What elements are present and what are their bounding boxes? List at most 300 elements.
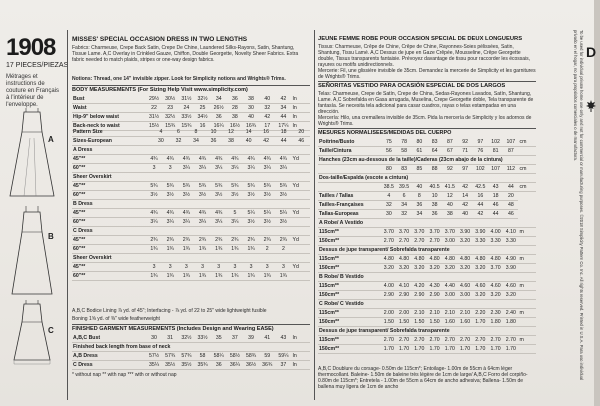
cell-value: 3 — [162, 164, 178, 173]
cell-value: 36 — [211, 113, 227, 122]
cell-value: cm — [518, 183, 536, 192]
row-label: Hip-9" below waist — [72, 113, 146, 122]
cell-value — [291, 245, 310, 254]
table-row — [318, 147, 536, 156]
cell-value: Yd — [291, 182, 310, 191]
table-row — [72, 352, 310, 361]
cell-value: 33½ — [194, 334, 210, 343]
footnote-text: * without nap ** with nap *** with or without nap — [72, 372, 177, 378]
cell-value: 1¾ — [243, 272, 259, 281]
cell-value: 32½ — [194, 95, 210, 104]
cell-value: 58¼ — [211, 352, 227, 361]
cell-value — [518, 147, 536, 156]
cell-value: 5¾ — [178, 182, 194, 191]
piece-count: 17 PIECES/PIEZAS — [6, 62, 69, 69]
row-label: C Robe/ C Vestido — [318, 300, 536, 309]
cell-value: 4.60 — [457, 282, 472, 291]
cell-value: 1.70 — [473, 345, 488, 354]
cell-value: Yd — [291, 236, 310, 245]
cell-value: 1¾ — [243, 245, 259, 254]
cell-value: 107 — [503, 138, 518, 147]
cell-value: 3.00 — [442, 291, 457, 300]
boning-text: Boning 1⅝ yd. of ⅜" wide featherweight — [72, 316, 160, 322]
cell-value: 46 — [488, 201, 503, 210]
row-label: Finished back length from base of neck — [72, 343, 310, 352]
cell-value: 3.70 — [412, 228, 427, 237]
cell-value: 71 — [457, 147, 472, 156]
cell-value: 42 — [257, 137, 275, 146]
cell-value: 2.30 — [488, 309, 503, 318]
cell-value: 4¾ — [146, 155, 162, 164]
cell-value: 30 — [381, 210, 396, 219]
row-label: Pattern Size — [72, 128, 152, 137]
cell-value: 4¾ — [146, 209, 162, 218]
cell-value: 4.00 — [381, 282, 396, 291]
row-label: 150cm** — [318, 291, 381, 300]
cell-value: 3 — [227, 263, 243, 272]
cell-value: 31½ — [178, 95, 194, 104]
cell-value: 4.40 — [442, 282, 457, 291]
cell-value: 67 — [442, 147, 457, 156]
table-row — [72, 191, 310, 200]
cell-value: 3¼ — [275, 164, 291, 173]
cell-value: 42.5 — [473, 183, 488, 192]
cell-value: 3¼ — [146, 218, 162, 227]
fabrics-text: Fabrics: Charmeuse, Crepe Back Satin, Crepe De Chine, Laundered Silks-Rayons, Satin, Shantung, Tissue Lame. A,C Overlay in Crinkled Gauze, Chiffon, Double Georgette, Novelty Sheer Fabrics. Extra fabric needed to match plaids, stripes or one-way design fabrics. — [72, 45, 299, 63]
cell-value: 57¾ — [162, 352, 178, 361]
column-divider-left — [67, 30, 68, 400]
cell-value: 64 — [427, 147, 442, 156]
row-label: 45"** — [72, 263, 146, 272]
cell-value: 22 — [146, 104, 162, 113]
cell-value: 8 — [187, 128, 205, 137]
section-row — [72, 146, 310, 155]
cell-value: 1¾ — [194, 272, 210, 281]
cell-value: 2 — [275, 245, 291, 254]
cell-value: 1¾ — [227, 272, 243, 281]
table-row — [318, 138, 536, 147]
cell-value: 58 — [396, 147, 411, 156]
cell-value: 87 — [442, 138, 457, 147]
body-measurements-table — [72, 95, 310, 131]
cell-value: m — [518, 336, 536, 345]
cell-value: 31 — [162, 334, 178, 343]
cell-value: 3 — [194, 263, 210, 272]
cell-value: 4¾ — [243, 155, 259, 164]
notions-text: Notions: Thread, one 14" invisible zipper. Look for Simplicity notions and Wrights® Trims. — [72, 76, 286, 82]
side-notice: To be used for individual private home use only and not for commercial or manufacturing purposes. ©2018 Simplicity Pattern Co. Inc. All rights reserved. Printed in U.S.A. Para uso individual privado en el hogar, no para propósitos comerciales o de manufactura. — [573, 30, 584, 381]
table-row — [318, 345, 536, 354]
row-label: B Dress — [72, 200, 310, 209]
cell-value: 2¾ — [194, 236, 210, 245]
cell-value: 2.10 — [457, 309, 472, 318]
cell-value: 16 — [473, 192, 488, 201]
cell-value: 2.70 — [427, 237, 442, 246]
cell-value: 2.10 — [427, 309, 442, 318]
cell-value: 18 — [488, 192, 503, 201]
dress-b-sketch — [4, 206, 62, 298]
cell-value: 3.90 — [473, 228, 488, 237]
cell-value: 3 — [243, 263, 259, 272]
row-label: Bust — [72, 95, 146, 104]
cell-value: 5¾ — [275, 182, 291, 191]
merceria-text: Mercería: Hilo, una cremallera invisible de 35cm. Pida la mercería de Simplicity y los adornos de Wrights® Trims. — [318, 115, 532, 127]
table-row — [72, 209, 310, 218]
cell-value: 35½ — [162, 361, 178, 370]
cell-value: 2.70 — [457, 336, 472, 345]
cell-value: 1.70 — [457, 345, 472, 354]
row-label: C Dress — [72, 361, 146, 370]
cell-value: 36¼ — [227, 361, 243, 370]
finished-measurements-title: FINISHED GARMENT MEASUREMENTS (Includes Design and Wearing EASE) — [72, 326, 274, 332]
cell-value: 3½ — [194, 191, 210, 200]
row-label: Back-neck to waist — [72, 122, 146, 131]
cell-value: 4.80 — [396, 255, 411, 264]
cell-value: 4.60 — [473, 282, 488, 291]
row-label: Sheer Overskirt — [72, 173, 310, 182]
envelope-edge — [594, 0, 600, 406]
cell-value: 3¼ — [162, 218, 178, 227]
cell-value: 2¾ — [259, 236, 275, 245]
cell-value: 32 — [381, 201, 396, 210]
table-row — [318, 291, 536, 300]
cell-value: m — [518, 282, 536, 291]
cell-value: 1.70 — [442, 345, 457, 354]
cell-value: 36 — [211, 361, 227, 370]
cell-value: 83 — [396, 165, 411, 174]
row-label: 115cm** — [318, 309, 381, 318]
row-label: 150cm** — [318, 237, 381, 246]
cell-value: m — [518, 309, 536, 318]
cell-value: m — [518, 228, 536, 237]
cell-value: 25 — [194, 104, 210, 113]
cell-value: 3.20 — [473, 291, 488, 300]
cell-value: 16½ — [227, 122, 243, 131]
cell-value: 44 — [488, 210, 503, 219]
table-row — [72, 155, 310, 164]
cell-value: 3¼ — [178, 218, 194, 227]
cell-value: 2.70 — [412, 237, 427, 246]
cell-value: 1¾ — [275, 272, 291, 281]
cell-value: 3.20 — [412, 264, 427, 273]
spanish-title: SEÑORITAS VESTIDO PARA OCASIÓN ESPECIAL DE DOS LARGOS — [318, 83, 506, 89]
cell-value: 1.50 — [427, 318, 442, 327]
cell-value: 5¼ — [275, 209, 291, 218]
cell-value: 1.60 — [442, 318, 457, 327]
table-row — [318, 309, 536, 318]
cell-value: 1.70 — [473, 318, 488, 327]
table-row — [72, 245, 310, 254]
cell-value: 2¾ — [211, 236, 227, 245]
cell-value: 34 — [396, 201, 411, 210]
cell-value: 40 — [412, 183, 427, 192]
cell-value: 15½ — [146, 122, 162, 131]
body-measurements-title: BODY MEASUREMENTS (For Sizing Help Visit www.simplicity.com) — [72, 87, 248, 93]
cell-value: 3½ — [259, 191, 275, 200]
cell-value: 3½ — [146, 191, 162, 200]
cell-value: 4.80 — [457, 255, 472, 264]
cell-value: 1.60 — [457, 318, 472, 327]
cell-value: 4¾ — [275, 155, 291, 164]
table-row — [318, 264, 536, 273]
cell-value: 3.70 — [442, 228, 457, 237]
cell-value: 3¼ — [211, 164, 227, 173]
cell-value: 4.80 — [473, 255, 488, 264]
cell-value: m — [518, 255, 536, 264]
finished-measurements-table — [72, 334, 310, 370]
cell-value: 40 — [442, 201, 457, 210]
row-label: 150cm** — [318, 345, 381, 354]
cell-value: 1¾ — [162, 245, 178, 254]
cell-value: 56 — [381, 147, 396, 156]
row-label: 45"** — [72, 209, 146, 218]
cell-value: 2.10 — [412, 309, 427, 318]
cell-value: 2.70 — [488, 336, 503, 345]
cell-value: 1.70 — [488, 345, 503, 354]
table-row — [318, 282, 536, 291]
table-row — [318, 336, 536, 345]
row-label: Waist — [72, 104, 146, 113]
section-row — [318, 246, 536, 255]
rule-3 — [318, 81, 536, 82]
row-label: 45"** — [72, 236, 146, 245]
cell-value: Yd — [291, 263, 310, 272]
cell-value: 5¾ — [146, 182, 162, 191]
yardage-table — [72, 146, 310, 281]
cell-value: 36 — [205, 137, 223, 146]
cell-value: 1.80 — [503, 318, 518, 327]
cell-value: 44 — [275, 137, 293, 146]
cell-value: 3.20 — [442, 264, 457, 273]
cell-value: 3.70 — [396, 228, 411, 237]
cell-value: 3½ — [243, 218, 259, 227]
cell-value: 5¾ — [162, 182, 178, 191]
cell-value: 59¼ — [275, 352, 291, 361]
cell-value: 1.50 — [412, 318, 427, 327]
cell-value: 92 — [442, 165, 457, 174]
cell-value: 3¼ — [243, 164, 259, 173]
cell-value: 44 — [503, 183, 518, 192]
cell-value: 37 — [275, 361, 291, 370]
cell-value: 3 — [259, 263, 275, 272]
cell-value: 1¾ — [162, 272, 178, 281]
cell-value: 76 — [473, 147, 488, 156]
cell-value: 2.90 — [381, 291, 396, 300]
cell-value: 2¾ — [227, 236, 243, 245]
cell-value: 3.20 — [503, 291, 518, 300]
table-row — [318, 210, 536, 219]
metric-title: MESURES NORMALISEES/MEDIDAS DEL CUERPO — [318, 130, 452, 136]
table-row — [318, 192, 536, 201]
cell-value: 3¼ — [211, 218, 227, 227]
cell-value: 32½ — [162, 113, 178, 122]
cell-value: 4.90 — [503, 255, 518, 264]
table-row — [318, 237, 536, 246]
cell-value: 36 — [427, 210, 442, 219]
cell-value: 44 — [473, 201, 488, 210]
cell-value: 5¾ — [211, 182, 227, 191]
cell-value: 4¾ — [162, 209, 178, 218]
cell-value: 2.70 — [396, 237, 411, 246]
row-label — [318, 165, 381, 174]
cell-value: 3½ — [275, 191, 291, 200]
row-label: 60"** — [72, 164, 146, 173]
cell-value: 2.00 — [396, 309, 411, 318]
dress-c-sketch — [4, 300, 62, 392]
table-row — [318, 165, 536, 174]
cell-value: 2¾ — [275, 236, 291, 245]
cell-value: 30 — [146, 334, 162, 343]
table-row — [72, 113, 310, 122]
row-label: Taille/Cintura — [318, 147, 381, 156]
cell-value: 41.5 — [442, 183, 457, 192]
cell-value: 36 — [227, 95, 243, 104]
table-row — [72, 263, 310, 272]
cell-value: 1¾ — [146, 245, 162, 254]
cell-value: 1.50 — [396, 318, 411, 327]
cell-value: 35¼ — [146, 361, 162, 370]
cell-value — [518, 318, 536, 327]
cell-value: 2.90 — [396, 291, 411, 300]
cell-value: 2¾ — [178, 236, 194, 245]
rule-1 — [72, 85, 310, 86]
cell-value: 44 — [275, 113, 291, 122]
cell-value: 18 — [275, 128, 293, 137]
row-label: B Robe/ B Vestido — [318, 273, 536, 282]
cell-value: 15¾ — [162, 122, 178, 131]
cell-value: 112 — [503, 165, 518, 174]
cell-value: In — [291, 352, 310, 361]
cell-value: 46 — [292, 137, 310, 146]
cell-value: 29½ — [146, 95, 162, 104]
row-label: A,B Dress — [72, 352, 146, 361]
cell-value: 5¼ — [243, 209, 259, 218]
cell-value: 40 — [240, 137, 258, 146]
cell-value: 3.00 — [442, 237, 457, 246]
cell-value: 1.50 — [381, 318, 396, 327]
section-row — [318, 156, 536, 165]
row-label: Dessus de jupe transparent/ Sobrefalda transparente — [318, 246, 536, 255]
cell-value: 3½ — [243, 191, 259, 200]
cell-value: 1¾ — [178, 272, 194, 281]
cell-value: 32½ — [178, 334, 194, 343]
rule-4 — [318, 128, 536, 129]
cell-value: 102 — [488, 138, 503, 147]
cell-value: 1.70 — [427, 345, 442, 354]
row-label: Tailles / Tallas — [318, 192, 381, 201]
cell-value — [291, 164, 310, 173]
tissus-text: Tissus: Charmeuse, Crêpe de Chine, Crêpe de Chine, Rayonnes-Soies pélissées, Satin, Shantung, Tissu Lamé. A,C Dessus de jupe en Gaze Crêpée, Mousseline, Crêpe Georgette double, Tissus transparents fantaisie. Prévoyez davantage de tissu pour raccorder les écossais, rayures ou motifs unidirectionnels. — [318, 44, 531, 68]
table-row — [72, 236, 310, 245]
cell-value: 83 — [427, 138, 442, 147]
french-note: Métrages et instructions de couture en Français à l'intérieur de l'enveloppe. — [6, 74, 60, 108]
cell-value: 36½ — [243, 361, 259, 370]
section-row — [318, 327, 536, 336]
cell-value: 4 — [152, 128, 170, 137]
cell-value: 5¼ — [259, 209, 275, 218]
row-label: Tailles-Françaises — [318, 201, 381, 210]
cell-value: 4.80 — [381, 255, 396, 264]
table-row — [72, 182, 310, 191]
cell-value: 1¾ — [194, 245, 210, 254]
cell-value: 2.70 — [412, 336, 427, 345]
cell-value: 33½ — [178, 113, 194, 122]
cell-value: 3.00 — [457, 291, 472, 300]
table-row — [72, 104, 310, 113]
english-title: MISSES' SPECIAL OCCASION DRESS IN TWO LENGTHS — [72, 36, 248, 43]
cell-value: 4¾ — [194, 155, 210, 164]
cell-value: 3.20 — [473, 264, 488, 273]
cell-value: 3½ — [275, 218, 291, 227]
cell-value: Yd — [291, 155, 310, 164]
table-row — [318, 255, 536, 264]
cell-value: 3¼ — [194, 164, 210, 173]
cell-value: In — [291, 122, 310, 131]
cell-value: 23 — [162, 104, 178, 113]
cell-value: 20 — [503, 192, 518, 201]
cell-value: 40 — [259, 95, 275, 104]
cell-value: 97 — [473, 138, 488, 147]
mercerie-text: Mercerie: Fil, une glissière invisible de 35cm. Demandez la mercerie de Simplicity et les garnitures de Wrights® Trims. — [318, 68, 536, 80]
cell-value: 80 — [381, 165, 396, 174]
cell-value: 16¾ — [243, 122, 259, 131]
cell-value: 1.70 — [381, 345, 396, 354]
row-label: Sizes-European — [72, 137, 152, 146]
cell-value: 38 — [243, 95, 259, 104]
cell-value: 58 — [194, 352, 210, 361]
cell-value: 3.30 — [503, 237, 518, 246]
cell-value: 87 — [503, 147, 518, 156]
cell-value: 1.80 — [488, 318, 503, 327]
cell-value: 28 — [227, 104, 243, 113]
table-row — [318, 183, 536, 192]
cell-value: 34 — [187, 137, 205, 146]
cell-value: 10 — [205, 128, 223, 137]
cell-value: 38 — [227, 113, 243, 122]
cell-value: 38 — [427, 201, 442, 210]
row-label: C Dress — [72, 227, 310, 236]
doublure-text: A,B,C Doublure du corsage- 0.50m de 115cm*; Entoilage- 1.00m de 55cm à 64cm léger thermocollant. Baleine- 1.50m de baleine très légère de 1cm de large/ A,B,C Forro del corpiño- 0.80m de 115cm*; Entretela - 1.00m de 55cm a 64cm de ancho adhesiva; Ballena- 1.50m de ballena muy ligera de 1cm de ancho — [318, 366, 528, 390]
cell-value: 3 — [162, 263, 178, 272]
cell-value — [291, 191, 310, 200]
cell-value: 17 — [259, 122, 275, 131]
cell-value: 5¾ — [243, 182, 259, 191]
row-label: 60"** — [72, 218, 146, 227]
cell-value: 3 — [178, 263, 194, 272]
cell-value: 3.30 — [488, 237, 503, 246]
cell-value: 102 — [473, 165, 488, 174]
cell-value: 5 — [227, 209, 243, 218]
row-label: 150cm** — [318, 318, 381, 327]
cell-value: 1.70 — [396, 345, 411, 354]
row-label: Dessus de jupe transparent/ Sobrefalda transparente — [318, 327, 536, 336]
cell-value: 1.70 — [503, 345, 518, 354]
cell-value: 4¾ — [178, 155, 194, 164]
cell-value: 3 — [275, 263, 291, 272]
cell-value: 3¼ — [227, 218, 243, 227]
cell-value: In — [291, 95, 310, 104]
cell-value: 3.20 — [396, 264, 411, 273]
cell-value: 3¼ — [194, 218, 210, 227]
cell-value: 16 — [194, 122, 210, 131]
cell-value: 3.70 — [488, 264, 503, 273]
cell-value: 3¼ — [259, 164, 275, 173]
table-row — [318, 201, 536, 210]
cell-value: 4¾ — [211, 209, 227, 218]
cell-value: 20 — [292, 128, 310, 137]
pattern-size-table — [72, 128, 310, 146]
table-row — [72, 272, 310, 281]
